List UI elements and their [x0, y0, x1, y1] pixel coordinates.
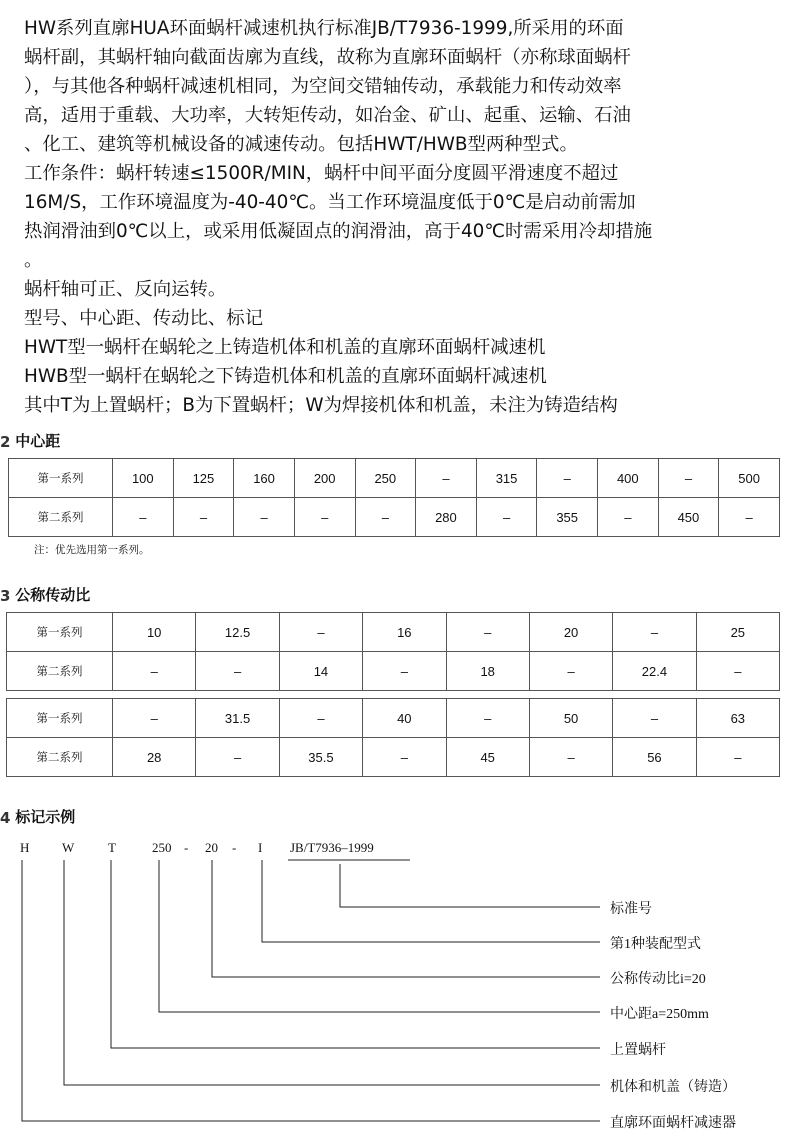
intro-line: 蜗杆轴可正、反向运转。	[24, 279, 227, 300]
table-note: 注：优先选用第一系列。	[34, 544, 150, 556]
marking-label-body: 机体和机盖（铸造）	[610, 1080, 736, 1095]
table-cell: 100	[113, 459, 174, 498]
table-cell: 35.5	[279, 738, 362, 777]
table-cell: 63	[696, 699, 779, 738]
marking-label-ratio: 公称传动比i=20	[610, 972, 706, 987]
section-number: 3	[0, 587, 10, 605]
table-cell: –	[234, 498, 295, 537]
table-cell: 160	[234, 459, 295, 498]
table-cell: 56	[613, 738, 696, 777]
table-cell: –	[598, 498, 659, 537]
code-ratio: 20	[205, 840, 218, 855]
table-cell: 250	[355, 459, 416, 498]
intro-line: 其中T为上置蜗杆；B为下置蜗杆；W为焊接机体和机盖，未注为铸造结构	[24, 395, 618, 416]
section-title: 公称传动比	[15, 586, 91, 604]
code-dash: -	[232, 840, 237, 855]
intro-line: 工作条件：蜗杆转速≤1500R/MIN，蜗杆中间平面分度圆平滑速度不超过	[24, 163, 619, 184]
intro-line: 蜗杆副，其蜗杆轴向截面齿廓为直线，故称为直廓环面蜗杆（亦称球面蜗杆	[24, 47, 631, 68]
leader-line-type	[111, 860, 600, 1048]
marking-label-assembly: 第1种装配型式	[610, 937, 701, 952]
table-cell: 315	[476, 459, 537, 498]
code-h: H	[20, 840, 30, 855]
intro-line: 型号、中心距、传动比、标记	[24, 308, 264, 329]
leader-line-product	[22, 860, 600, 1121]
table-cell: 125	[173, 459, 234, 498]
table-cell: 500	[719, 459, 780, 498]
table-cell: 10	[113, 613, 196, 652]
table-cell: 31.5	[196, 699, 279, 738]
table-cell: 40	[363, 699, 446, 738]
section-number: 4	[0, 809, 10, 827]
intro-line: HWB型一蜗杆在蜗轮之下铸造机体和机盖的直廓环面蜗杆减速机	[24, 366, 547, 387]
marking-label-product: 直廓环面蜗杆减速器	[610, 1116, 736, 1131]
table-cell: –	[446, 699, 529, 738]
table-cell: –	[363, 652, 446, 691]
code-w: W	[62, 840, 75, 855]
table-cell: 28	[113, 738, 196, 777]
table-cell: –	[113, 498, 174, 537]
table-cell: –	[173, 498, 234, 537]
table-cell: –	[294, 498, 355, 537]
row-header: 第二系列	[7, 738, 113, 777]
table-cell: –	[537, 459, 598, 498]
table-cell: –	[196, 738, 279, 777]
row-header: 第二系列	[7, 652, 113, 691]
section-title: 中心距	[15, 432, 61, 450]
leader-line-assembly	[262, 860, 600, 942]
code-assembly: I	[258, 840, 263, 855]
table-cell: 200	[294, 459, 355, 498]
table-cell: 16	[363, 613, 446, 652]
row-header: 第一系列	[9, 459, 113, 498]
table-cell: 22.4	[613, 652, 696, 691]
table-cell: –	[529, 738, 612, 777]
table-cell: 450	[658, 498, 719, 537]
intro-line: 、化工、建筑等机械设备的减速传动。包括HWT/HWB型两种型式。	[24, 134, 578, 155]
leader-line-body	[64, 860, 600, 1085]
row-header: 第一系列	[7, 613, 113, 652]
marking-label-standard: 标准号	[610, 902, 652, 917]
table-cell: –	[696, 652, 779, 691]
table-cell: –	[355, 498, 416, 537]
row-header: 第一系列	[7, 699, 113, 738]
intro-line: 高，适用于重载、大功率，大转矩传动，如冶金、矿山、起重、运输、石油	[24, 105, 631, 126]
intro-line: HW系列直廓HUA环面蜗杆减速机执行标准JB/T7936-1999,所采用的环面	[24, 18, 624, 39]
table-cell: –	[113, 699, 196, 738]
table-cell: 280	[416, 498, 477, 537]
table-cell: 20	[529, 613, 612, 652]
table-cell: 18	[446, 652, 529, 691]
table-cell: 12.5	[196, 613, 279, 652]
intro-line: 。	[24, 250, 43, 271]
table-cell: –	[658, 459, 719, 498]
table-cell: –	[613, 699, 696, 738]
marking-label-center-distance: 中心距a=250mm	[610, 1007, 709, 1022]
table-cell: –	[529, 652, 612, 691]
intro-line: 热润滑油到0℃以上，或采用低凝固点的润滑油，高于40℃时需采用冷却措施	[24, 221, 653, 242]
table-cell: 45	[446, 738, 529, 777]
table-cell: –	[719, 498, 780, 537]
leader-line-ratio	[212, 860, 600, 977]
table-cell: –	[696, 738, 779, 777]
table-cell: 400	[598, 459, 659, 498]
code-t: T	[108, 840, 116, 855]
table-cell: –	[279, 699, 362, 738]
table-cell: –	[363, 738, 446, 777]
leader-line-standard	[340, 864, 600, 907]
marking-label-type: 上置蜗杆	[610, 1043, 666, 1058]
table-cell: –	[446, 613, 529, 652]
section-number: 2	[0, 433, 10, 451]
code-center-distance: 250	[152, 840, 172, 855]
intro-line: 16M/S，工作环境温度为-40-40℃。当工作环境温度低于0℃是启动前需加	[24, 192, 636, 213]
table-cell: 355	[537, 498, 598, 537]
table-cell: –	[613, 613, 696, 652]
table-cell: –	[476, 498, 537, 537]
row-header: 第二系列	[9, 498, 113, 537]
table-cell: –	[113, 652, 196, 691]
code-dash: -	[184, 840, 189, 855]
code-standard: JB/T7936–1999	[290, 840, 374, 855]
table-cell: –	[416, 459, 477, 498]
table-cell: 14	[279, 652, 362, 691]
intro-line: ），与其他各种蜗杆减速机相同，为空间交错轴传动，承载能力和传动效率	[24, 76, 622, 97]
table-cell: –	[196, 652, 279, 691]
section-title: 标记示例	[15, 808, 76, 826]
table-cell: 25	[696, 613, 779, 652]
table-cell: 50	[529, 699, 612, 738]
intro-line: HWT型一蜗杆在蜗轮之上铸造机体和机盖的直廓环面蜗杆减速机	[24, 337, 546, 358]
leader-line-center-distance	[159, 860, 600, 1012]
table-cell: –	[279, 613, 362, 652]
